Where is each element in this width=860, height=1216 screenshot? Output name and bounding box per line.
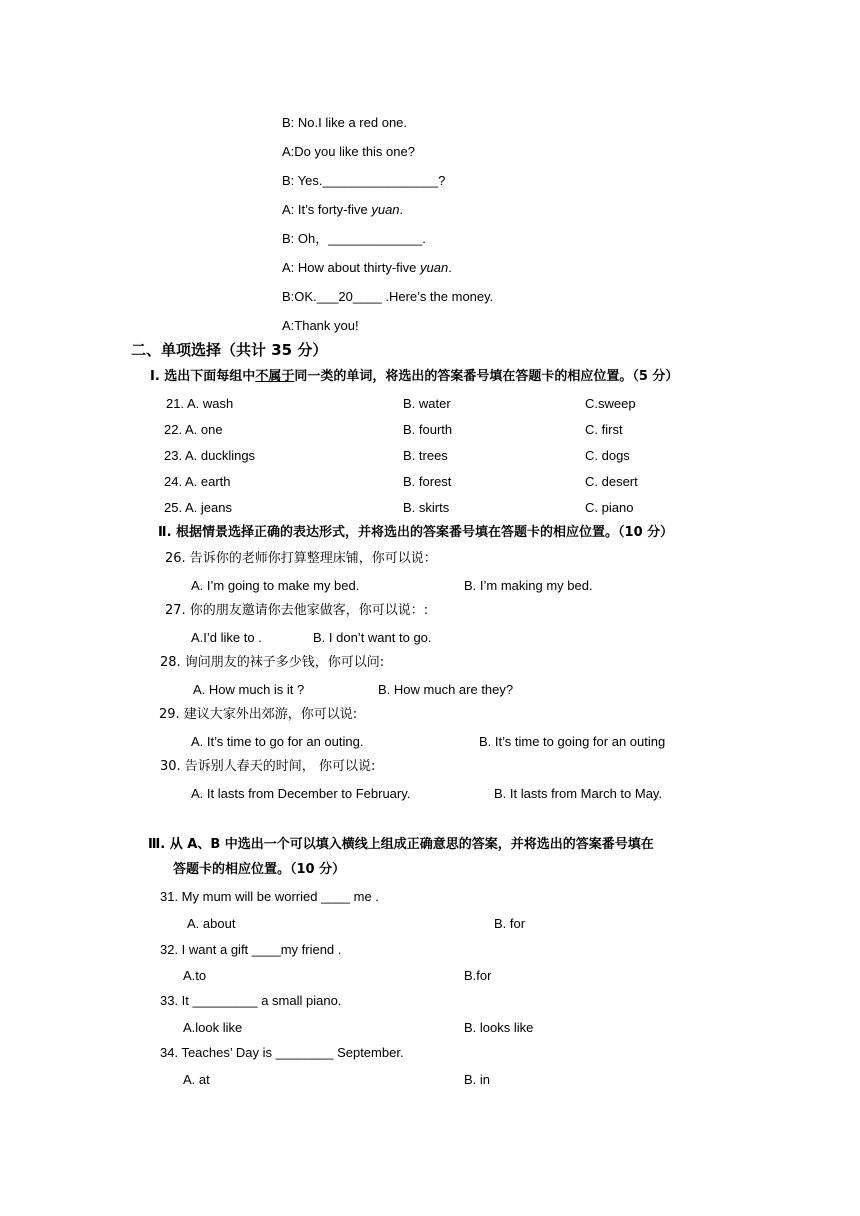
answer-option-a: A. How much is it ?	[193, 682, 305, 697]
question-prompt: 33. It _________ a small piano.	[160, 993, 342, 1008]
question-option-a: 25. A. jeans	[164, 500, 232, 515]
question-prompt: 26. 告诉你的老师你打算整理床铺，你可以说：	[165, 551, 437, 566]
question-option-b: B. forest	[403, 474, 452, 489]
dialog-line: B: Yes.________________?	[282, 173, 446, 188]
answer-option-b: B. I’m making my bed.	[464, 578, 593, 593]
dialog-line: A:Do you like this one?	[282, 144, 415, 159]
part3-heading-line2: 答题卡的相应位置。（10 分）	[173, 862, 346, 877]
question-option-a: 24. A. earth	[164, 474, 231, 489]
section-title: 二、单项选择（共计 35 分）	[131, 341, 328, 359]
answer-option-a: A. at	[183, 1072, 210, 1087]
answer-option-a: A.to	[183, 968, 207, 983]
part1-heading: Ⅰ. 选出下面每组中不属于同一类的单词，将选出的答案番号填在答题卡的相应位置。（5 分）	[150, 369, 679, 384]
answer-option-a: A. It’s time to go for an outing.	[191, 734, 364, 749]
answer-option-b: B. I don’t want to go.	[313, 630, 432, 645]
answer-option-b: B. How much are they?	[378, 682, 514, 697]
answer-option-b: B. It lasts from March to May.	[494, 786, 663, 801]
question-prompt: 29. 建议大家外出郊游，你可以说:	[159, 707, 358, 722]
question-prompt: 27. 你的朋友邀请你去他家做客，你可以说：:	[165, 603, 429, 618]
question-option-b: B. trees	[403, 448, 448, 463]
dialog-line: A: How about thirty-five yuan.	[282, 260, 452, 275]
answer-option-b: B. in	[464, 1072, 491, 1087]
question-prompt: 31. My mum will be worried ____ me .	[160, 889, 379, 904]
answer-option-b: B. looks like	[464, 1020, 534, 1035]
question-option-c: C.sweep	[585, 396, 636, 411]
question-prompt: 32. I want a gift ____my friend .	[160, 942, 342, 957]
question-prompt: 28. 询问朋友的袜子多少钱，你可以问:	[160, 655, 385, 670]
answer-option-b: B.for	[464, 968, 492, 983]
answer-option-b: B. for	[494, 916, 526, 931]
question-option-c: C. piano	[585, 500, 634, 515]
dialog-line: B: No.I like a red one.	[282, 115, 408, 130]
question-option-a: 22. A. one	[164, 422, 223, 437]
answer-option-a: A. I’m going to make my bed.	[191, 578, 360, 593]
question-option-c: C. first	[585, 422, 623, 437]
dialog-line: B:OK.___20____ .Here’s the money.	[282, 289, 494, 304]
dialog-line: A: It’s forty-five yuan.	[282, 202, 404, 217]
question-prompt: 30. 告诉别人春天的时间， 你可以说:	[160, 759, 376, 774]
question-prompt: 34. Teaches’ Day is ________ September.	[160, 1045, 404, 1060]
answer-option-b: B. It’s time to going for an outing	[479, 734, 666, 749]
question-option-c: C. dogs	[585, 448, 630, 463]
question-option-b: B. fourth	[403, 422, 453, 437]
question-option-b: B. water	[403, 396, 451, 411]
dialog-line: A:Thank you!	[282, 318, 359, 333]
question-option-a: 23. A. ducklings	[164, 448, 256, 463]
answer-option-a: A. about	[187, 916, 236, 931]
answer-option-a: A.I’d like to .	[191, 630, 262, 645]
part2-heading: Ⅱ. 根据情景选择正确的表达形式，并将选出的答案番号填在答题卡的相应位置。（10 分）	[158, 525, 674, 540]
dialog-line: B: Oh，_____________.	[282, 231, 426, 246]
answer-option-a: A.look like	[183, 1020, 243, 1035]
answer-option-a: A. It lasts from December to February.	[191, 786, 411, 801]
question-option-a: 21. A. wash	[166, 396, 234, 411]
part3-heading-line1: Ⅲ. 从 A、B 中选出一个可以填入横线上组成正确意思的答案，并将选出的答案番号填在	[148, 837, 654, 852]
question-option-b: B. skirts	[403, 500, 450, 515]
question-option-c: C. desert	[585, 474, 638, 489]
